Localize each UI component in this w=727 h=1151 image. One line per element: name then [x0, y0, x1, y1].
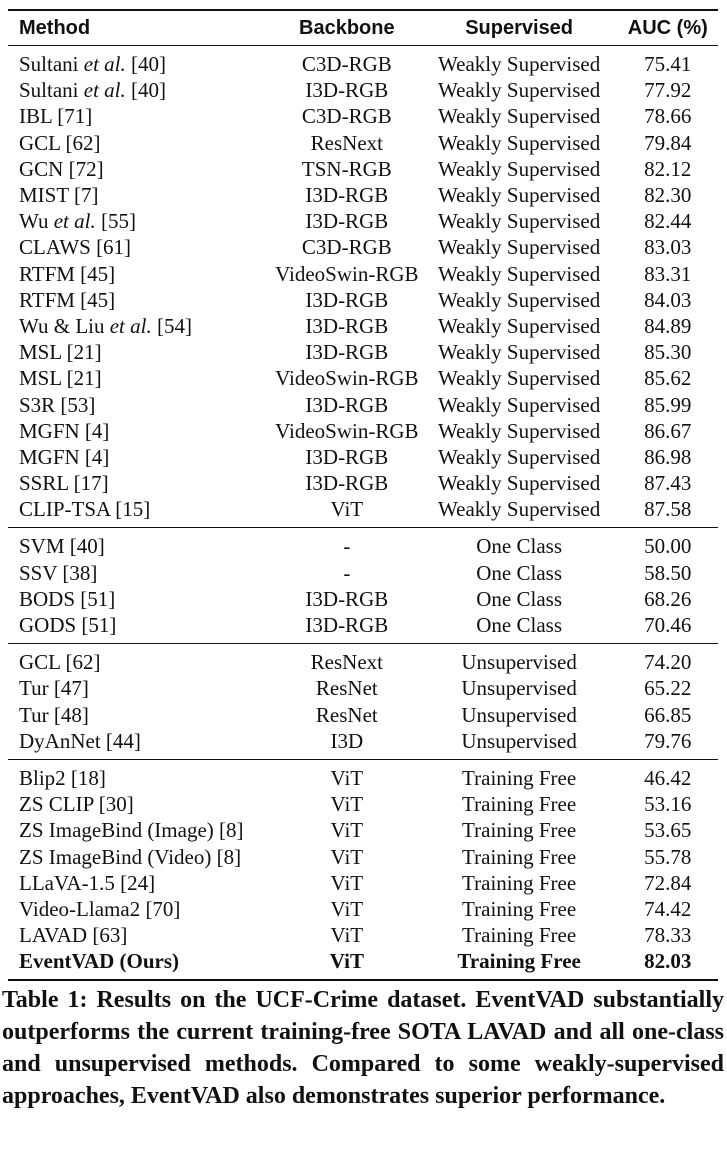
- cell-method: MIST [7]: [19, 183, 99, 208]
- cell-method: CLAWS [61]: [19, 235, 132, 260]
- cell-auc: 84.89: [644, 313, 692, 338]
- cell-backbone: ResNet: [315, 702, 378, 727]
- table-row: [8, 843, 718, 869]
- cell-backbone: ViT: [330, 765, 364, 790]
- cell-method: ZS CLIP [30]: [19, 792, 134, 817]
- row-group-training-free: [8, 760, 718, 980]
- cell-supervised: Weakly Supervised: [438, 471, 601, 496]
- table-row: [8, 182, 718, 208]
- cell-method: RTFM [45]: [19, 287, 116, 312]
- cell-auc: 78.66: [644, 104, 692, 129]
- cell-auc: 85.30: [644, 340, 692, 365]
- cell-backbone: ViT: [329, 949, 364, 974]
- cell-backbone: I3D-RGB: [305, 313, 389, 338]
- cell-supervised: One Class: [476, 560, 562, 585]
- cell-auc: 53.16: [644, 792, 692, 817]
- cell-backbone: ResNext: [310, 130, 383, 155]
- cell-auc: 74.42: [644, 896, 692, 921]
- table-row: [8, 103, 718, 129]
- cell-supervised: Training Free: [462, 896, 577, 921]
- cell-method: Tur [47]: [19, 676, 89, 701]
- cell-method: S3R [53]: [19, 392, 96, 417]
- cell-backbone: I3D-RGB: [305, 444, 389, 469]
- cell-backbone: I3D-RGB: [305, 471, 389, 496]
- cell-supervised: Unsupervised: [461, 676, 577, 701]
- table-row: [8, 560, 718, 586]
- cell-auc: 83.31: [644, 261, 692, 286]
- table-row: [8, 675, 718, 701]
- cell-supervised: Unsupervised: [461, 728, 577, 753]
- cell-auc: 75.41: [644, 52, 692, 77]
- results-table: [8, 0, 718, 981]
- cell-supervised: One Class: [476, 613, 562, 638]
- cell-backbone: ViT: [330, 870, 364, 895]
- cell-supervised: Weakly Supervised: [438, 209, 601, 234]
- table-row: [8, 817, 718, 843]
- cell-method: Tur [48]: [19, 702, 89, 727]
- cell-method: DyAnNet [44]: [19, 728, 141, 753]
- cell-supervised: Weakly Supervised: [438, 130, 601, 155]
- cell-auc: 79.76: [644, 728, 692, 753]
- cell-method: MSL [21]: [19, 340, 102, 365]
- table-row: [8, 470, 718, 496]
- cell-method: MSL [21]: [19, 366, 102, 391]
- cell-auc: 68.26: [644, 586, 692, 611]
- cell-method: Sultani et al. [40]: [19, 52, 167, 77]
- table-row: [8, 234, 718, 260]
- cell-supervised: Weakly Supervised: [438, 287, 601, 312]
- cell-method: EventVAD (Ours): [19, 949, 180, 974]
- cell-backbone: ViT: [330, 497, 364, 522]
- cell-backbone: I3D-RGB: [305, 287, 389, 312]
- table-bottom-rule: [8, 979, 718, 981]
- cell-method: MGFN [4]: [19, 418, 110, 443]
- cell-supervised: Unsupervised: [461, 702, 577, 727]
- cell-backbone: C3D-RGB: [301, 104, 392, 129]
- table-row: [8, 339, 718, 365]
- table-row: [8, 728, 718, 754]
- cell-supervised: Training Free: [462, 792, 577, 817]
- table-row: [8, 922, 718, 948]
- table-row: [8, 287, 718, 313]
- cell-auc: 82.12: [644, 156, 692, 181]
- cell-auc: 66.85: [644, 702, 692, 727]
- cell-method: ZS ImageBind (Video) [8]: [19, 844, 242, 869]
- header-method: Method: [19, 17, 91, 39]
- table-row: [8, 444, 718, 470]
- cell-method: BODS [51]: [19, 586, 116, 611]
- cell-method: RTFM [45]: [19, 261, 116, 286]
- table-header-row: [8, 11, 718, 45]
- cell-method: Video-Llama2 [70]: [19, 896, 181, 921]
- row-group-weakly: [8, 46, 718, 527]
- cell-backbone: ViT: [330, 896, 364, 921]
- cell-supervised: Training Free: [462, 818, 577, 843]
- cell-supervised: Weakly Supervised: [438, 392, 601, 417]
- cell-backbone: I3D-RGB: [305, 183, 389, 208]
- table-row: [8, 418, 718, 444]
- cell-backbone: I3D-RGB: [305, 392, 389, 417]
- cell-auc: 86.98: [644, 444, 692, 469]
- cell-backbone: I3D-RGB: [305, 209, 389, 234]
- cell-method: SSRL [17]: [19, 471, 109, 496]
- table-row: [8, 896, 718, 922]
- cell-method: IBL [71]: [19, 104, 93, 129]
- cell-backbone: I3D: [330, 728, 364, 753]
- cell-auc: 87.58: [644, 497, 692, 522]
- cell-supervised: One Class: [476, 534, 562, 559]
- cell-method: GCL [62]: [19, 650, 101, 675]
- cell-auc: 65.22: [644, 676, 692, 701]
- cell-auc: 82.03: [644, 949, 692, 974]
- table-row: [8, 649, 718, 675]
- cell-method: LLaVA-1.5 [24]: [19, 870, 156, 895]
- cell-backbone: I3D-RGB: [305, 78, 389, 103]
- cell-method: CLIP-TSA [15]: [19, 497, 151, 522]
- cell-supervised: Training Free: [462, 765, 577, 790]
- cell-supervised: Weakly Supervised: [438, 497, 601, 522]
- cell-backbone: ViT: [330, 818, 364, 843]
- cell-supervised: One Class: [476, 586, 562, 611]
- cell-method: Blip2 [18]: [19, 765, 106, 790]
- cell-supervised: Weakly Supervised: [438, 183, 601, 208]
- cell-backbone: I3D-RGB: [305, 613, 389, 638]
- cell-backbone: ResNext: [310, 650, 383, 675]
- cell-supervised: Weakly Supervised: [438, 104, 601, 129]
- cell-supervised: Weakly Supervised: [438, 366, 601, 391]
- cell-auc: 78.33: [644, 923, 692, 948]
- table-row: [8, 791, 718, 817]
- cell-supervised: Weakly Supervised: [438, 156, 601, 181]
- cell-auc: 50.00: [644, 534, 692, 559]
- cell-auc: 83.03: [644, 235, 692, 260]
- cell-auc: 46.42: [644, 765, 692, 790]
- table-row: [8, 496, 718, 522]
- table-row: [8, 586, 718, 612]
- cell-method: MGFN [4]: [19, 444, 110, 469]
- header-backbone: Backbone: [299, 17, 395, 39]
- cell-backbone: -: [343, 560, 351, 585]
- cell-method: SSV [38]: [19, 560, 98, 585]
- cell-method: SVM [40]: [19, 534, 105, 559]
- cell-backbone: I3D-RGB: [305, 586, 389, 611]
- cell-supervised: Training Free: [462, 923, 577, 948]
- cell-backbone: VideoSwin-RGB: [275, 418, 419, 443]
- cell-auc: 87.43: [644, 471, 692, 496]
- table-row: [8, 51, 718, 77]
- table-row: [8, 870, 718, 896]
- table-row: [8, 948, 718, 974]
- table-row: [8, 612, 718, 638]
- cell-backbone: ResNet: [315, 676, 378, 701]
- cell-supervised: Weakly Supervised: [438, 313, 601, 338]
- cell-auc: 79.84: [644, 130, 692, 155]
- table-row: [8, 208, 718, 234]
- cell-backbone: ViT: [330, 844, 364, 869]
- table-row: [8, 533, 718, 559]
- cell-supervised: Weakly Supervised: [438, 235, 601, 260]
- header-auc: AUC (%): [627, 17, 708, 39]
- cell-backbone: -: [343, 534, 351, 559]
- row-group-one-class: [8, 528, 718, 643]
- table-row: [8, 765, 718, 791]
- row-group-unsupervised: [8, 644, 718, 759]
- table-caption: Table 1: Results on the UCF-Crime dataset. EventVAD substantially outperforms the current training-free SOTA LAVAD and all one-class and unsupervised methods. Compared to some weakly-supervised approaches, EventVAD also demonstrates superior performance.: [2, 987, 724, 1109]
- cell-supervised: Weakly Supervised: [438, 52, 601, 77]
- cell-supervised: Training Free: [462, 870, 577, 895]
- cell-method: ZS ImageBind (Image) [8]: [19, 818, 244, 843]
- cell-auc: 53.65: [644, 818, 692, 843]
- cell-method: GODS [51]: [19, 613, 117, 638]
- cell-supervised: Weakly Supervised: [438, 444, 601, 469]
- cell-auc: 84.03: [644, 287, 692, 312]
- cell-backbone: C3D-RGB: [301, 52, 392, 77]
- cell-auc: 58.50: [644, 560, 692, 585]
- cell-auc: 82.30: [644, 183, 692, 208]
- cell-supervised: Weakly Supervised: [438, 418, 601, 443]
- cell-backbone: C3D-RGB: [301, 235, 392, 260]
- cell-backbone: VideoSwin-RGB: [275, 261, 419, 286]
- cell-method: Sultani et al. [40]: [19, 78, 167, 103]
- table-row: [8, 702, 718, 728]
- table-row: [8, 130, 718, 156]
- table-row: [8, 77, 718, 103]
- cell-backbone: TSN-RGB: [301, 156, 392, 181]
- cell-auc: 77.92: [644, 78, 692, 103]
- cell-backbone: I3D-RGB: [305, 340, 389, 365]
- table-row: [8, 365, 718, 391]
- cell-supervised: Training Free: [457, 949, 581, 974]
- cell-method: Wu & Liu et al. [54]: [19, 313, 192, 338]
- cell-supervised: Training Free: [462, 844, 577, 869]
- table-row: [8, 261, 718, 287]
- cell-method: GCN [72]: [19, 156, 104, 181]
- cell-auc: 74.20: [644, 650, 692, 675]
- table-body: [8, 46, 718, 979]
- cell-auc: 85.99: [644, 392, 692, 417]
- cell-method: Wu et al. [55]: [19, 209, 136, 234]
- cell-method: GCL [62]: [19, 130, 101, 155]
- cell-backbone: ViT: [330, 923, 364, 948]
- cell-supervised: Weakly Supervised: [438, 78, 601, 103]
- cell-auc: 55.78: [644, 844, 692, 869]
- cell-auc: 86.67: [644, 418, 692, 443]
- header-supervised: Supervised: [465, 17, 574, 39]
- cell-auc: 82.44: [644, 209, 692, 234]
- cell-backbone: VideoSwin-RGB: [275, 366, 419, 391]
- cell-supervised: Unsupervised: [461, 650, 577, 675]
- cell-supervised: Weakly Supervised: [438, 340, 601, 365]
- table-row: [8, 391, 718, 417]
- cell-supervised: Weakly Supervised: [438, 261, 601, 286]
- table-row: [8, 313, 718, 339]
- cell-auc: 70.46: [644, 613, 692, 638]
- cell-auc: 85.62: [644, 366, 692, 391]
- cell-method: LAVAD [63]: [19, 923, 128, 948]
- cell-auc: 72.84: [644, 870, 692, 895]
- table-row: [8, 156, 718, 182]
- cell-backbone: ViT: [330, 792, 364, 817]
